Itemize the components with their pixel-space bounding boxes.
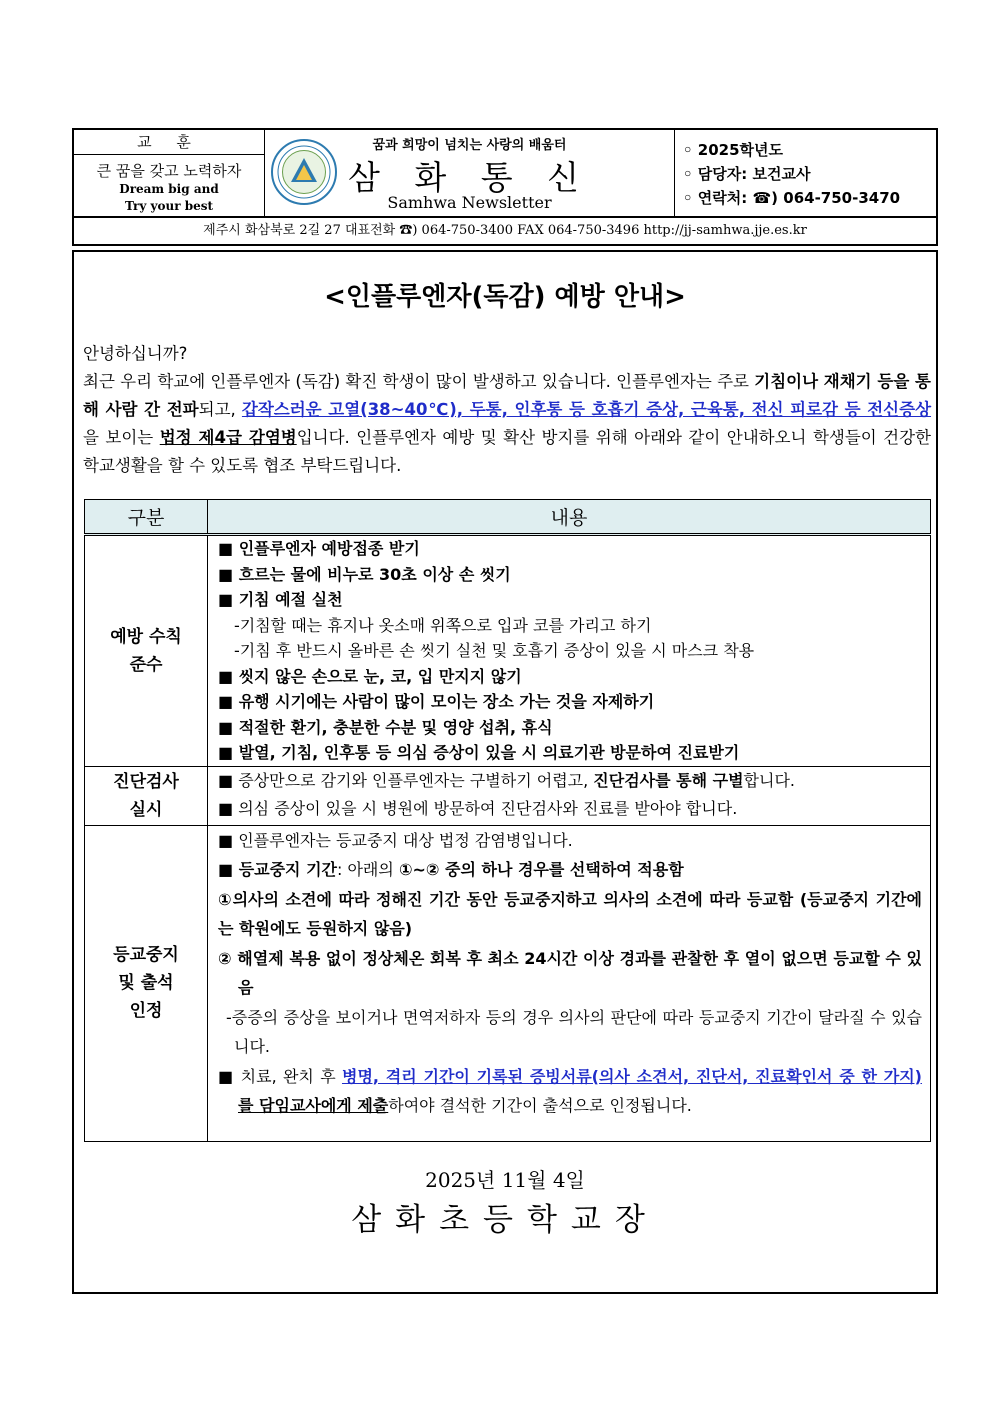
list-item: ■ 씻지 않은 손으로 눈, 코, 입 만지지 않기 xyxy=(218,666,522,686)
header-content: 내용 xyxy=(208,500,931,535)
intro-paragraph xyxy=(83,340,931,480)
list-item: ①의사의 소견에 따라 정해진 기간 동안 등교중지하고 의사의 소견에 따라 등교함 (등교중지 기간에는 학원에도 등원하지 않음) xyxy=(218,889,922,938)
issue-date: 2025년 11월 4일 xyxy=(425,1168,585,1192)
category-text: 등교중지 xyxy=(113,945,179,965)
list-item: ■ 의심 증상이 있을 시 병원에 방문하여 진단검사와 진료를 받아야 합니다. xyxy=(218,798,738,818)
intro-text-3: 을 보이는 xyxy=(83,428,160,447)
text-bold: ①~② 중의 하나 경우를 선택하여 적용함 xyxy=(398,860,684,879)
newsletter-subtitle: Samhwa Newsletter xyxy=(387,193,552,212)
category-text: 진단검사 xyxy=(113,771,179,792)
motto-korean: 큰 꿈을 갖고 노력하자 xyxy=(96,162,242,180)
table-row xyxy=(85,825,931,1141)
list-item: -증증의 증상을 보이거나 면역저하자 등의 경우 의사의 판단에 따라 등교중지 기간이 달라질 수 있습니다. xyxy=(226,1007,922,1056)
greeting: 안녕하십니까? xyxy=(83,344,188,363)
list-item xyxy=(218,1062,922,1121)
text: : 아래의 xyxy=(337,860,399,879)
text: 합니다. xyxy=(743,770,796,790)
info-cell xyxy=(675,130,936,216)
info-contact: ◦ 연락처: ☎) 064-750-3470 xyxy=(683,189,901,207)
list-item: ■ 유행 시기에는 사람이 많이 모이는 장소 가는 것을 자제하기 xyxy=(218,692,655,711)
title-cell xyxy=(265,130,675,216)
category-prevention xyxy=(85,535,208,767)
info-year: ◦ 2025학년도 xyxy=(683,141,784,159)
notice-box xyxy=(72,250,938,1294)
intro-text-2: 되고, xyxy=(198,400,242,419)
slogan: 꿈과 희망이 넘치는 사랑의 배움터 xyxy=(372,138,567,153)
header-category: 구분 xyxy=(85,500,208,535)
category-text: 및 출석 xyxy=(118,973,174,993)
table-header-row xyxy=(85,500,931,535)
intro-bold-1: 기침이나 재채기 등을 통해 사람 간 전파 xyxy=(83,372,932,419)
list-item: ■ 흐르는 물에 비누로 30초 이상 손 씻기 xyxy=(218,564,511,584)
info-manager: ◦ 담당자: 보건교사 xyxy=(683,165,811,183)
category-attendance xyxy=(85,825,208,1141)
intro-symptoms-link: 갑작스러운 고열(38~40℃), 두통, 인후통 등 호흡기 증상, 근육통, 전신 피로감 등 전신증상 xyxy=(241,400,932,419)
address-bar: 제주시 화삼북로 2길 27 대표전화 ☎) 064-750-3400 FAX 064-750-3496 http://jj-samhwa.jje.es.kr xyxy=(72,218,938,246)
motto-english-1: Dream big and xyxy=(119,182,219,196)
notice-heading: <인플루엔자(독감) 예방 안내> xyxy=(324,282,686,312)
guidance-table xyxy=(84,499,931,1142)
intro-bold-2: 법정 제4급 감염병 xyxy=(159,428,297,447)
text: 하여야 결석한 기간이 출석으로 인정됩니다. xyxy=(388,1096,692,1115)
category-text: 인정 xyxy=(129,1001,163,1021)
table-row xyxy=(85,535,931,767)
category-diagnosis xyxy=(85,766,208,825)
category-text: 준수 xyxy=(129,654,163,675)
list-item: ■ 발열, 기침, 인후통 등 의심 증상이 있을 시 의료기관 방문하여 진료받기 xyxy=(218,743,740,762)
list-item xyxy=(218,855,922,885)
list-item: ■ 적절한 환기, 충분한 수분 및 영양 섭취, 휴식 xyxy=(218,717,553,737)
text-link: 병명, 격리 기간이 기록된 증빙서류(의사 소견서, 진단서, 진료확인서 중 한 가지) xyxy=(341,1066,922,1086)
list-item: ② 해열제 복용 없이 정상체온 회복 후 최소 24시간 이상 경과를 관찰한 후 열이 없으면 등교할 수 있음 xyxy=(218,948,922,997)
newsletter-title: 삼 화 통 신 xyxy=(348,158,591,197)
table-row xyxy=(85,766,931,825)
text: ■ 치료, 완치 후 xyxy=(218,1066,342,1086)
intro-text-4: 입니다. 인플루엔자 예방 및 확산 방지를 위해 아래와 같이 안내하오니 학생들이 건강한 학교생활을 할 수 있도록 협조 부탁드립니다. xyxy=(83,428,931,475)
motto-heading: 교 훈 xyxy=(74,130,264,155)
list-item: ■ 기침 예절 실천 xyxy=(218,590,343,609)
text-bold: 진단검사를 통해 구별 xyxy=(593,770,744,790)
list-item xyxy=(218,767,922,795)
intro-text-1: 최근 우리 학교에 인플루엔자 (독감) 확진 학생이 많이 발생하고 있습니다. 인플루엔자는 주로 xyxy=(83,372,755,391)
text-bold: 를 담임교사에게 제출 xyxy=(238,1096,389,1115)
attendance-content xyxy=(208,825,931,1141)
list-item: -기침 후 반드시 올바른 손 씻기 실천 및 호흡기 증상이 있을 시 마스크 착용 xyxy=(234,641,755,660)
list-item: ■ 인플루엔자는 등교중지 대상 법정 감염병입니다. xyxy=(218,830,573,850)
principal-signature: 삼화초등학교장 xyxy=(351,1202,659,1238)
category-text: 예방 수칙 xyxy=(110,626,182,647)
list-item: -기침할 때는 휴지나 옷소매 위쪽으로 입과 코를 가리고 하기 xyxy=(234,615,652,635)
motto-cell xyxy=(74,130,265,216)
diagnosis-content xyxy=(208,766,931,825)
prevention-content xyxy=(208,535,931,767)
list-item: ■ 인플루엔자 예방접종 받기 xyxy=(218,539,420,558)
motto-english-2: Try your best xyxy=(124,199,214,213)
text-bold: ■ 등교중지 기간 xyxy=(218,860,337,879)
newsletter-header xyxy=(72,128,938,218)
text: ■ 증상만으로 감기와 인플루엔자는 구별하기 어렵고, xyxy=(218,770,594,790)
category-text: 실시 xyxy=(129,799,163,820)
